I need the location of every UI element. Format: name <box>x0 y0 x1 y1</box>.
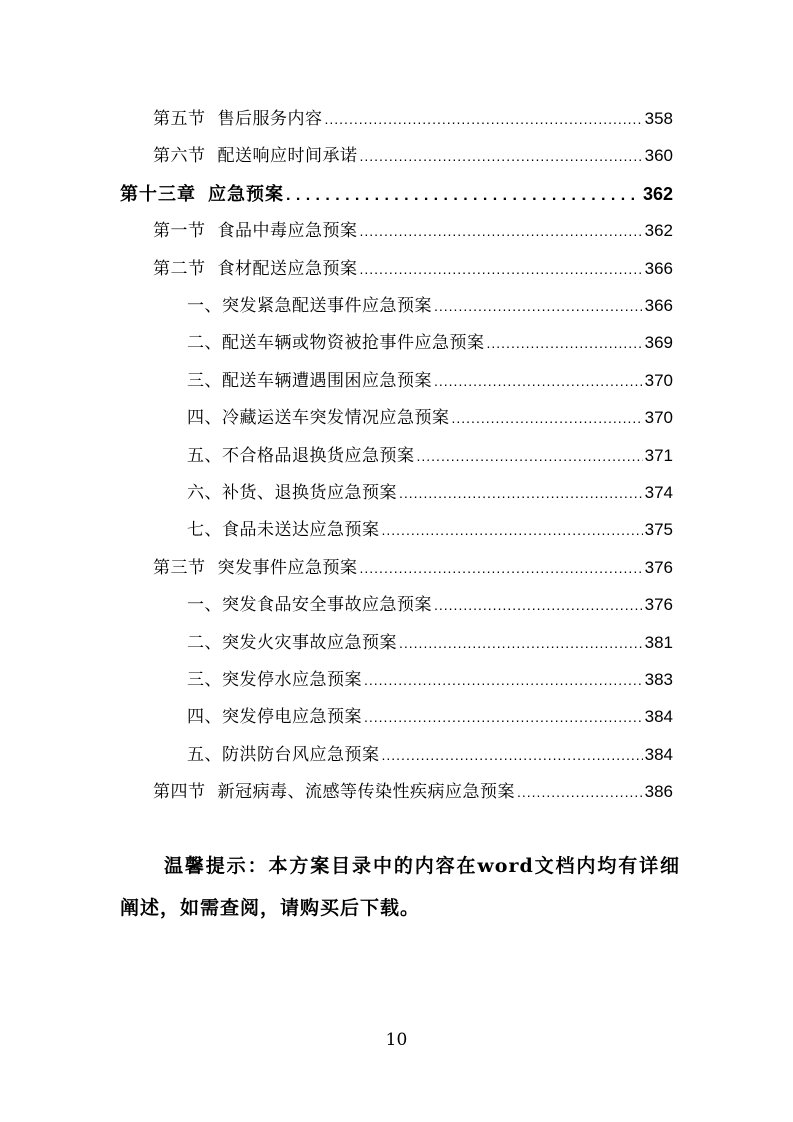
toc-entry-item[interactable] <box>187 626 673 660</box>
toc-page-number: 376 <box>644 595 673 615</box>
toc-entry-number: 四、 <box>187 408 222 429</box>
toc-entry-label <box>187 439 415 473</box>
toc-entry-item[interactable] <box>187 364 673 398</box>
toc-entry-title: 食品未送达应急预案 <box>222 520 380 541</box>
toc-leader-dots <box>452 401 643 435</box>
toc-page-number: 370 <box>644 370 673 390</box>
toc-entry-title: 突发事件应急预案 <box>217 557 358 578</box>
toc-leader-dots <box>434 289 643 323</box>
toc-entry-item[interactable] <box>187 289 673 323</box>
toc-entry-section[interactable] <box>153 551 673 585</box>
toc-entry-label <box>153 139 358 173</box>
toc-entry-item[interactable] <box>187 401 673 435</box>
toc-entry-title: 突发紧急配送事件应急预案 <box>222 296 432 316</box>
toc-entry-label <box>187 364 432 398</box>
toc-entry-title: 配送车辆或物资被抢事件应急预案 <box>222 333 485 354</box>
toc-page-number: 362 <box>642 183 673 204</box>
toc-entry-title: 补货、退换货应急预案 <box>222 483 397 503</box>
toc-entry-item[interactable] <box>187 700 673 734</box>
toc-entry-chapter[interactable] <box>120 177 673 211</box>
toc-entry-label <box>187 738 380 772</box>
toc-entry-section[interactable] <box>153 775 673 809</box>
toc-entry-number: 一、 <box>187 595 222 616</box>
toc-entry-item[interactable] <box>187 588 673 622</box>
toc-entry-section[interactable] <box>153 102 673 136</box>
toc-leader-dots <box>364 663 643 697</box>
toc-page-number: 384 <box>644 707 673 727</box>
toc-entry-title: 防洪防台风应急预案 <box>222 744 380 765</box>
toc-leader-dots <box>360 252 643 286</box>
toc-leader-dots <box>434 364 643 398</box>
toc-entry-title: 冷藏运送车突发情况应急预案 <box>222 408 450 429</box>
toc-entry-title: 售后服务内容 <box>217 109 323 129</box>
toc-page-number: 381 <box>644 632 673 652</box>
toc-entry-title: 突发火灾事故应急预案 <box>222 632 397 653</box>
toc-leader-dots <box>360 551 643 585</box>
toc-entry-label <box>153 214 358 248</box>
toc-entry-number: 第六节 <box>153 146 206 167</box>
toc-page-number: 386 <box>644 782 673 802</box>
toc-entry-section[interactable] <box>153 252 673 286</box>
toc-entry-title: 应急预案 <box>208 183 284 205</box>
toc-entry-number: 第四节 <box>153 782 206 803</box>
toc-entry-label <box>153 102 323 136</box>
toc-page-number: 366 <box>644 296 673 315</box>
toc-entry-label <box>187 588 432 622</box>
toc-entry-number: 五、 <box>187 744 222 765</box>
page-number: 10 <box>385 1030 408 1050</box>
toc-page-number: 370 <box>644 408 673 428</box>
toc-page-number: 362 <box>644 221 673 241</box>
toc-entry-label <box>187 626 397 660</box>
toc-entry-label <box>120 178 284 212</box>
toc-entry-item[interactable] <box>187 738 673 772</box>
toc-entry-number: 五、 <box>187 445 222 466</box>
toc-page-number: 369 <box>644 333 673 353</box>
toc-entry-label <box>187 476 397 510</box>
toc-page-number: 376 <box>644 557 673 577</box>
toc-page-number: 375 <box>644 520 673 540</box>
toc-entry-number: 二、 <box>187 333 222 354</box>
toc-entry-section[interactable] <box>153 139 673 173</box>
toc-entry-label <box>153 252 358 286</box>
toc-leader-dots <box>382 738 643 772</box>
toc-entry-title: 突发停水应急预案 <box>222 670 362 690</box>
toc-leader-dots <box>325 102 643 136</box>
toc-leader-dots <box>360 214 643 248</box>
toc-leader-dots <box>286 179 641 213</box>
toc-page-number: 358 <box>644 109 673 128</box>
toc-entry-number: 一、 <box>187 296 222 316</box>
toc-entry-title: 突发食品安全事故应急预案 <box>222 595 432 616</box>
toc-entry-title: 配送响应时间承诺 <box>217 146 358 167</box>
toc-entry-number: 第二节 <box>153 258 206 279</box>
toc-leader-dots <box>360 139 643 173</box>
toc-entry-title: 突发停电应急预案 <box>222 707 362 728</box>
toc-entry-title: 食品中毒应急预案 <box>217 221 358 242</box>
toc-entry-number: 三、 <box>187 670 222 690</box>
toc-entry-number: 第十三章 <box>120 183 196 205</box>
toc-page-number: 371 <box>644 445 673 465</box>
toc-entry-item[interactable] <box>187 663 673 697</box>
toc-page-number: 374 <box>644 483 673 502</box>
toc-entry-number: 六、 <box>187 483 222 503</box>
toc-leader-dots <box>417 439 643 473</box>
toc-entry-number: 四、 <box>187 707 222 728</box>
toc-entry-number: 第一节 <box>153 221 206 242</box>
toc-entry-section[interactable] <box>153 214 673 248</box>
toc-entry-number: 第五节 <box>153 109 206 129</box>
toc-entry-label <box>187 289 432 323</box>
toc-leader-dots <box>399 476 643 510</box>
toc-entry-number: 二、 <box>187 632 222 653</box>
reminder-note: 温馨提示：本方案目录中的内容在word文档内均有详细阐述，如需查阅，请购买后下载。 <box>120 855 680 919</box>
toc-entry-title: 新冠病毒、流感等传染性疾病应急预案 <box>217 782 515 803</box>
toc-page-number: 366 <box>644 258 673 278</box>
toc-entry-label <box>187 700 362 734</box>
toc-entry-item[interactable] <box>187 439 673 473</box>
toc-page-number: 360 <box>644 146 673 166</box>
toc-entry-title: 食材配送应急预案 <box>217 258 358 279</box>
toc-entry-number: 第三节 <box>153 557 206 578</box>
toc-leader-dots <box>399 626 643 660</box>
toc-entry-title: 不合格品退换货应急预案 <box>222 445 415 466</box>
toc-entry-label <box>153 551 358 585</box>
toc-entry-item[interactable] <box>187 513 673 547</box>
toc-entry-item[interactable] <box>187 476 673 510</box>
toc-leader-dots <box>434 588 643 622</box>
toc-entry-title: 配送车辆遭遇围困应急预案 <box>222 370 432 391</box>
toc-entry-label <box>187 401 450 435</box>
toc-entry-label <box>187 663 362 697</box>
toc-leader-dots <box>487 326 643 360</box>
toc-entry-label <box>187 326 485 360</box>
toc-entry-item[interactable] <box>187 326 673 360</box>
toc-entry-number: 三、 <box>187 370 222 391</box>
toc-page-number: 384 <box>644 744 673 764</box>
toc-leader-dots <box>364 700 643 734</box>
toc-entry-label <box>187 513 380 547</box>
toc-entry-number: 七、 <box>187 520 222 541</box>
toc-page-number: 383 <box>644 670 673 689</box>
toc-entry-label <box>153 775 515 809</box>
toc-leader-dots <box>382 513 643 547</box>
toc-leader-dots <box>517 775 643 809</box>
